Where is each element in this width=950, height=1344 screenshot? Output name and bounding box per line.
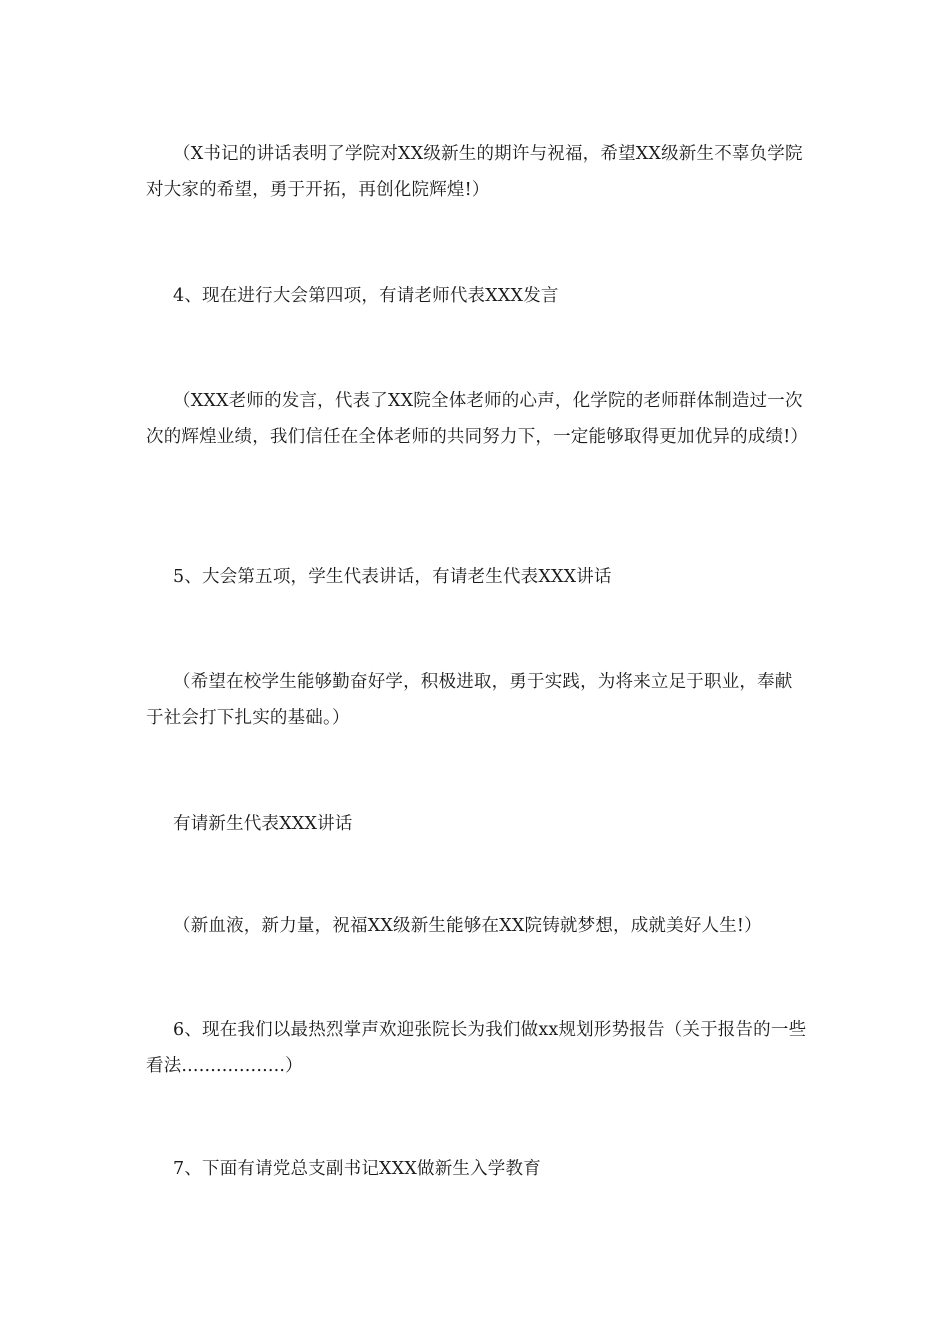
paragraph-item-7: 7、下面有请党总支副书记XXX做新生入学教育 <box>173 1158 541 1179</box>
paragraph-student-speech-note: （希望在校学生能够勤奋好学，积极进取，勇于实践，为将来立足于职业，奉献于社会打下扎实的基础。） <box>146 671 793 728</box>
paragraph-item-6: 6、现在我们以最热烈掌声欢迎张院长为我们做xx规划形势报告（关于报告的一些看法..................） <box>146 1019 807 1076</box>
paragraph-item-4: 4、现在进行大会第四项，有请老师代表XXX发言 <box>173 285 559 306</box>
paragraph-item-5: 5、大会第五项，学生代表讲话，有请老生代表XXX讲话 <box>173 566 612 587</box>
paragraph-secretary-speech-note: （X书记的讲话表明了学院对XX级新生的期许与祝福，希望XX级新生不辜负学院对大家的希望，勇于开拓，再创化院辉煌!） <box>146 143 803 200</box>
paragraph-freshman-speech-note: （新血液，新力量，祝福XX级新生能够在XX院铸就梦想，成就美好人生!） <box>173 915 762 936</box>
paragraph-teacher-speech-note: （XXX老师的发言，代表了XX院全体老师的心声，化学院的老师群体制造过一次次的辉煌业绩，我们信任在全体老师的共同努力下，一定能够取得更加优异的成绩!） <box>146 390 809 447</box>
paragraph-freshman-speech: 有请新生代表XXX讲话 <box>173 813 353 834</box>
